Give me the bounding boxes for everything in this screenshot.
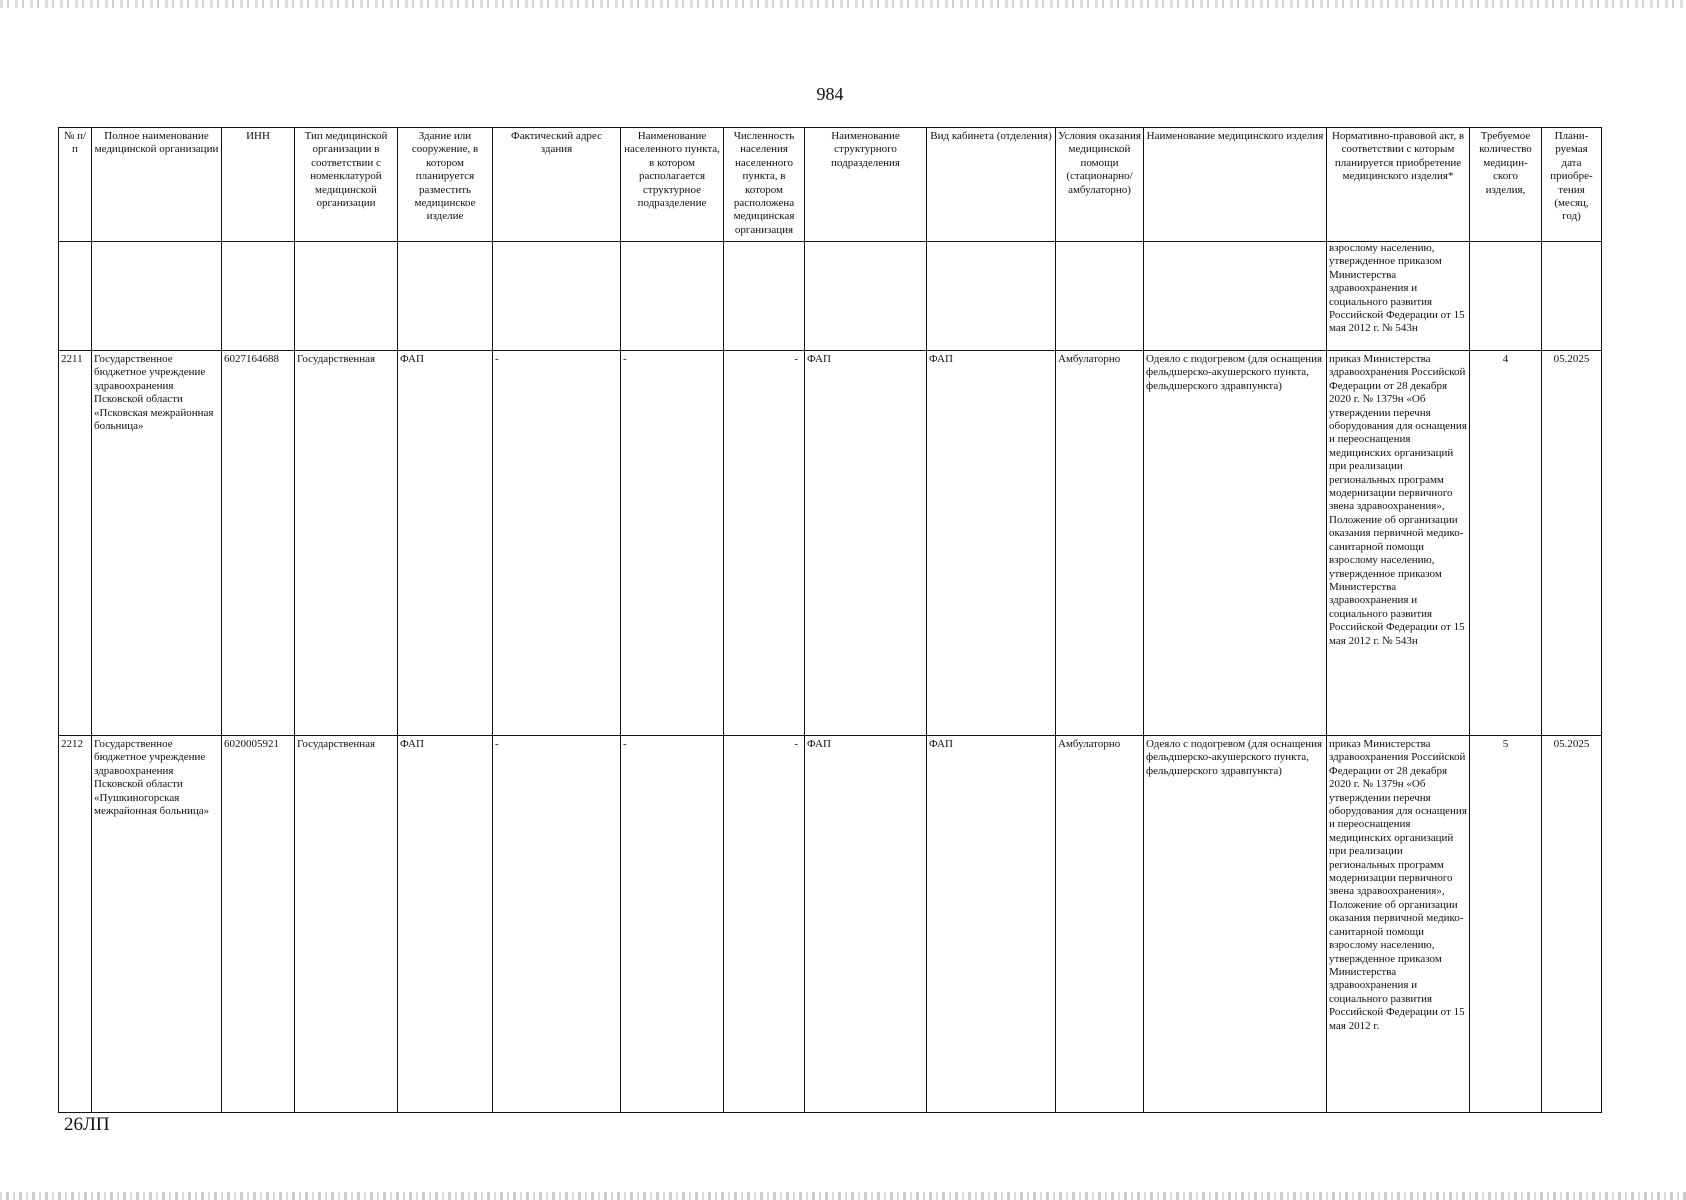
header-cell-date: Плани- руемая дата приобре- тения (месяц, год) bbox=[1542, 128, 1602, 242]
table-header-row bbox=[59, 128, 1602, 242]
header-cell-population: Численность населения населенного пункта, в котором расположена медицинская организация bbox=[724, 128, 805, 242]
table-cell bbox=[493, 242, 621, 351]
row-cabinet: ФАП bbox=[927, 736, 1056, 1113]
header-cell-building: Здание или сооружение, в котором планируется разместить медицинское изделие bbox=[398, 128, 493, 242]
table-cell bbox=[295, 242, 398, 351]
row-population: - bbox=[724, 351, 805, 736]
header-cell-locality: Наименование населенного пункта, в котором располагается структурное подразделение bbox=[621, 128, 724, 242]
table-cell bbox=[92, 242, 222, 351]
table-cell bbox=[59, 242, 92, 351]
header-cell-act: Нормативно-правовой акт, в соответствии с которым планируется приобретение медицинского изделия* bbox=[1327, 128, 1470, 242]
row-device: Одеяло с подогревом (для оснащения фельдшерско-акушерского пункта, фельдшерского здравпункта) bbox=[1144, 351, 1327, 736]
row-building: ФАП bbox=[398, 736, 493, 1113]
row-conditions: Амбулаторно bbox=[1056, 736, 1144, 1113]
row-act: приказ Министерства здравоохранения Российской Федерации от 28 декабря 2020 г. № 1379н «Об утверждении перечня оборудования для оснащения и переоснащения медицинских организаций при реализации региональных программ модернизации первичного звена здравоохранения», Положение об организации оказания первичной медико-санитарной помощи взрослому населению, утвержденное приказом Министерства здравоохранения и социального развития Российской Федерации от 15 мая 2012 г. bbox=[1327, 736, 1470, 1113]
table-row bbox=[59, 736, 1602, 1113]
header-cell-address: Фактический адрес здания bbox=[493, 128, 621, 242]
row-org: Государственное бюджетное учреждение здравоохранения Псковской области «Псковская межрайонная больница» bbox=[92, 351, 222, 736]
table-cell bbox=[398, 242, 493, 351]
row-org: Государственное бюджетное учреждение здравоохранения Псковской области «Пушкиногорская межрайонная больница» bbox=[92, 736, 222, 1113]
table-row-continuation bbox=[59, 242, 1602, 351]
row-act: приказ Министерства здравоохранения Российской Федерации от 28 декабря 2020 г. № 1379н «Об утверждении перечня оборудования для оснащения и переоснащения медицинских организаций при реализации региональных программ модернизации первичного звена здравоохранения», Положение об организации оказания первичной медико-санитарной помощи взрослому населению, утвержденное приказом Министерства здравоохранения и социального развития Российской Федерации от 15 мая 2012 г. № 543н bbox=[1327, 351, 1470, 736]
header-cell-cabinet: Вид кабинета (отделения) bbox=[927, 128, 1056, 242]
row-type: Государственная bbox=[295, 736, 398, 1113]
header-cell-type: Тип медицинской организации в соответствии с номенклатурой медицинской организации bbox=[295, 128, 398, 242]
row-conditions: Амбулаторно bbox=[1056, 351, 1144, 736]
header-cell-conditions: Условия оказания медицинской помощи (стационарно/ амбулаторно) bbox=[1056, 128, 1144, 242]
table-row bbox=[59, 351, 1602, 736]
scan-edge-top bbox=[0, 0, 1686, 8]
header-cell-num: № п/п bbox=[59, 128, 92, 242]
scan-edge-bottom bbox=[0, 1192, 1686, 1200]
document-code: 26ЛП bbox=[64, 1114, 110, 1135]
row-unit: ФАП bbox=[805, 736, 927, 1113]
page-number: 984 bbox=[816, 84, 844, 104]
header-cell-unit: Наименование структурного подразделения bbox=[805, 128, 927, 242]
row-date: 05.2025 bbox=[1542, 351, 1602, 736]
row-building: ФАП bbox=[398, 351, 493, 736]
table-cell bbox=[724, 242, 805, 351]
table-cell bbox=[1542, 242, 1602, 351]
row-locality: - bbox=[621, 736, 724, 1113]
header-cell-inn: ИНН bbox=[222, 128, 295, 242]
equipment-register-table bbox=[58, 127, 1602, 1113]
row-date: 05.2025 bbox=[1542, 736, 1602, 1113]
row-address: - bbox=[493, 736, 621, 1113]
row-qty: 5 bbox=[1470, 736, 1542, 1113]
header-cell-org: Полное наименование медицинской организации bbox=[92, 128, 222, 242]
header-cell-device: Наименование медицинского изделия bbox=[1144, 128, 1327, 242]
table-cell bbox=[222, 242, 295, 351]
row-unit: ФАП bbox=[805, 351, 927, 736]
row-population: - bbox=[724, 736, 805, 1113]
row-locality: - bbox=[621, 351, 724, 736]
continuation-act-cell: взрослому населению, утвержденное приказом Министерства здравоохранения и социального развития Российской Федерации от 15 мая 2012 г. № 543н bbox=[1327, 242, 1470, 351]
row-cabinet: ФАП bbox=[927, 351, 1056, 736]
row-num: 2211 bbox=[59, 351, 92, 736]
row-inn: 6027164688 bbox=[222, 351, 295, 736]
row-address: - bbox=[493, 351, 621, 736]
header-cell-qty: Требуемое количество медицин- ского изделия, bbox=[1470, 128, 1542, 242]
table-cell bbox=[1470, 242, 1542, 351]
row-qty: 4 bbox=[1470, 351, 1542, 736]
row-type: Государственная bbox=[295, 351, 398, 736]
row-device: Одеяло с подогревом (для оснащения фельдшерско-акушерского пункта, фельдшерского здравпункта) bbox=[1144, 736, 1327, 1113]
table-cell bbox=[1144, 242, 1327, 351]
row-inn: 6020005921 bbox=[222, 736, 295, 1113]
table-cell bbox=[621, 242, 724, 351]
table-cell bbox=[805, 242, 927, 351]
table-cell bbox=[1056, 242, 1144, 351]
row-num: 2212 bbox=[59, 736, 92, 1113]
table-cell bbox=[927, 242, 1056, 351]
